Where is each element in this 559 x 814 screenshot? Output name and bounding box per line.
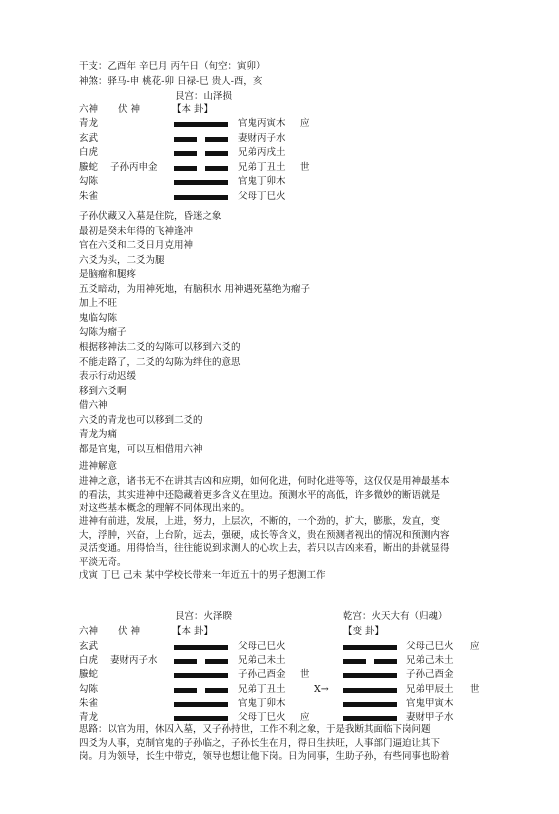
liushen-label: 勾陈 — [79, 683, 99, 695]
bian-yao-label: 兄弟甲辰土 — [406, 683, 454, 695]
closing-line: 四爻为人事，克制官鬼的子孙临之，子孙长生在月，得日生扶旺，人事部门逼迫让其下 — [79, 737, 441, 749]
bian-yao-label: 兄弟己未土 — [406, 655, 454, 667]
liushen-label: 朱雀 — [79, 697, 99, 709]
yao-label: 兄弟丁丑土 — [238, 161, 286, 173]
analysis-line: 借六神 — [79, 400, 108, 412]
change-arrow: X→ — [314, 683, 329, 695]
liushen-label: 螣蛇 — [79, 161, 99, 173]
liushen-label: 白虎 — [79, 147, 99, 158]
yao-label: 兄弟己未土 — [238, 655, 286, 667]
paragraph-line: 对这些基本概念的理解不同体现出来的。 — [79, 503, 251, 514]
gua1-yin-segment — [174, 137, 197, 142]
yao-label: 父母丁巳火 — [238, 712, 286, 723]
yao-label: 官鬼丁卯木 — [238, 176, 286, 187]
analysis-line: 移到六爻啊 — [79, 385, 127, 397]
gua1-yang-line — [174, 122, 228, 127]
col-ben-2: 【本 卦】 — [172, 626, 214, 637]
palace-line: 艮宫：山泽损 — [175, 91, 233, 102]
liushen-label: 青龙 — [79, 118, 99, 129]
gua2-ben-yang-line — [174, 673, 228, 678]
gua1-yin-segment — [174, 166, 197, 171]
shi-ying-mark: 应 — [300, 118, 310, 129]
fushen-label: 妻财丙子水 — [110, 655, 158, 667]
case-line: 戊寅 丁巳 己未 某中学校长带来一年近五十的男子想测工作 — [79, 570, 326, 581]
gua2-ben-yang-line — [174, 716, 228, 721]
palace-ben: 艮宫：火泽睽 — [175, 611, 233, 622]
bian-yao-label: 妻财甲子水 — [406, 712, 454, 723]
gua2-ben-yang-line — [174, 645, 228, 650]
liushen-label: 玄武 — [79, 132, 99, 144]
gua1-yin-segment — [174, 151, 197, 156]
gua2-bian-yang-line — [343, 716, 397, 721]
gua1-yin-segment — [205, 137, 228, 142]
yao-label: 兄弟丁丑土 — [238, 683, 286, 695]
col-bian-2: 【变 卦】 — [343, 626, 385, 637]
bian-yao-label: 子孙己酉金 — [406, 669, 454, 681]
closing-line: 思路：以官为用，休囚入墓，又子孙持世，工作不利之象，于是我断其面临下岗问题 — [79, 724, 431, 735]
analysis-line: 根据移神法二爻的勾陈可以移到六爻的 — [79, 341, 241, 353]
yao-label: 官鬼丙寅木 — [238, 118, 286, 129]
closing-line: 岗。月为领导，长生中带克，领导也想让他下岗。日为同事，生助子孙，有些同事也盼着 — [79, 751, 450, 762]
liushen-label: 玄武 — [79, 641, 99, 652]
shi-ying-mark: 世 — [300, 161, 310, 173]
gua1-yin-segment — [205, 151, 228, 156]
paragraph-line: 的看法，其实进神中还隐藏着更多含义在里边。预测水平的高低，许多微妙的断语就是 — [79, 489, 441, 501]
analysis-line: 最初是癸未年得的飞神逢冲 — [79, 225, 194, 237]
analysis-line: 子孙伏藏又入墓是住院，昏迷之象 — [79, 211, 222, 222]
yao-label: 兄弟丙戌土 — [238, 147, 286, 158]
analysis-line: 五爻暗动，为用神死地，有脑积水 用神遇死墓绝为瘤子 — [79, 283, 311, 295]
paragraph-line: 平淡无奇。 — [79, 556, 127, 568]
liushen-label: 青龙 — [79, 712, 99, 723]
yao-label: 子孙己酉金 — [238, 669, 286, 681]
col-fushen-2: 伏 神 — [118, 626, 141, 637]
gua2-bian-yang-line — [343, 645, 397, 650]
liushen-label: 螣蛇 — [79, 669, 99, 681]
yao-label: 官鬼丁卯木 — [238, 697, 286, 709]
analysis-line: 都是官鬼，可以互相借用六神 — [79, 443, 203, 455]
paragraph-line: 进神有前进，发展，上进，努力，上层次，不断的，一个劲的，扩大，膨胀，发直，变 — [79, 516, 441, 527]
bian-shi-ying-mark: 世 — [470, 683, 480, 695]
shi-ying-mark: 世 — [300, 669, 310, 681]
liushen-label: 朱雀 — [79, 190, 99, 202]
shensha-line: 神煞：驿马-申 桃花-卯 日禄-巳 贵人-酉，亥 — [79, 76, 263, 87]
gua2-ben-yang-line — [174, 702, 228, 707]
palace-bian: 乾宫：火天大有（归魂） — [343, 611, 448, 622]
liushen-label: 白虎 — [79, 655, 99, 667]
ganzhi-line: 干支：乙酉年 辛巳月 丙午日（旬空：寅卯） — [79, 61, 266, 72]
gua1-yang-line — [174, 195, 228, 200]
shi-ying-mark: 应 — [300, 712, 310, 723]
bian-shi-ying-mark: 应 — [470, 641, 480, 652]
yao-label: 妻财丙子水 — [238, 132, 286, 144]
col-fushen: 伏 神 — [118, 104, 141, 115]
section-title: 进神解意 — [79, 461, 118, 472]
analysis-line: 鬼临勾陈 — [79, 312, 118, 324]
fushen-label: 子孙丙申金 — [110, 161, 158, 173]
col-ben: 【本 卦】 — [172, 104, 214, 115]
analysis-line: 不能走路了，二爻的勾陈为绊住的意思 — [79, 356, 241, 368]
yao-label: 父母己巳火 — [238, 641, 286, 652]
liushen-label: 勾陈 — [79, 176, 99, 187]
gua2-bian-yang-line — [343, 702, 397, 707]
gua2-ben-yin-segment — [205, 659, 228, 664]
gua1-yin-segment — [205, 166, 228, 171]
gua2-bian-yin-segment — [374, 659, 397, 664]
gua2-ben-yin-segment — [205, 688, 228, 693]
gua2-ben-yin-segment — [174, 688, 197, 693]
bian-yao-label: 官鬼甲寅木 — [406, 697, 454, 709]
analysis-line: 六爻为头，二爻为腿 — [79, 254, 165, 266]
gua1-yang-line — [174, 180, 228, 185]
gua2-ben-yin-segment — [174, 659, 197, 664]
bian-yao-label: 父母己巳火 — [406, 641, 454, 652]
paragraph-line: 灵活变通。用得恰当，往往能说到求测人的心坎上去，若只以吉凶来看，断出的卦就显得 — [79, 543, 450, 554]
analysis-line: 勾陈为瘤子 — [79, 327, 127, 339]
gua2-bian-yin-segment — [343, 659, 366, 664]
analysis-line: 六爻的青龙也可以移到二爻的 — [79, 414, 203, 426]
analysis-line: 加上不旺 — [79, 298, 118, 310]
analysis-line: 青龙为痛 — [79, 429, 118, 441]
gua2-bian-yang-line — [343, 688, 397, 693]
paragraph-line: 进神之意，诸书无不在讲其吉凶和应期，如何化进，何时化进等等，这仅仅是用神最基本 — [79, 476, 450, 487]
col-liushen: 六神 — [79, 104, 99, 115]
col-liushen-2: 六神 — [79, 626, 99, 637]
yao-label: 父母丁巳火 — [238, 190, 286, 202]
gua2-bian-yang-line — [343, 673, 397, 678]
analysis-line: 官在六爻和二爻日月克用神 — [79, 240, 194, 252]
analysis-line: 表示行动迟缓 — [79, 371, 137, 383]
paragraph-line: 大，浮肿，兴奋，上台阶，远去，强硬，成长等含义，贵在预测者视出的情况和预测内容 — [79, 529, 450, 541]
analysis-line: 是脑瘤和腿疼 — [79, 269, 137, 281]
